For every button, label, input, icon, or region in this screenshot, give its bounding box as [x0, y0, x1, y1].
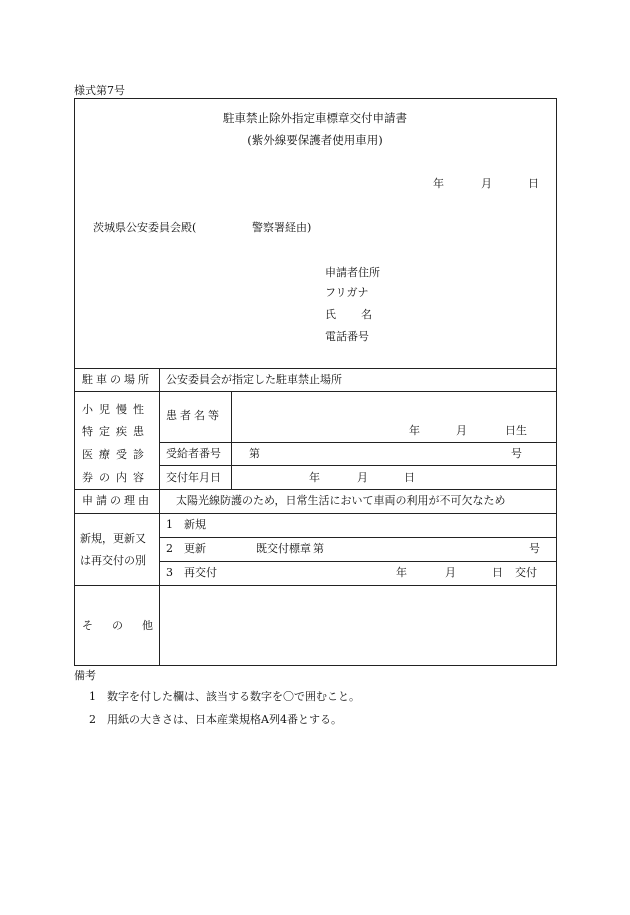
- notes-heading: 備考: [74, 669, 96, 682]
- applicant-address-label: 申請者住所: [325, 266, 380, 279]
- category-renew-suffix: 号: [529, 542, 540, 555]
- category-reissue-number: 3: [166, 566, 173, 579]
- note-1-text: 数字を付した欄は、該当する数字を〇で囲むこと。: [107, 690, 360, 703]
- date-month: 月: [481, 177, 492, 190]
- category-reissue-day: 日: [492, 566, 503, 579]
- divider-category: [74, 585, 557, 586]
- form-title: 駐車禁止除外指定車標章交付申請書: [223, 111, 407, 125]
- divider-reason: [74, 513, 557, 514]
- category-renew-detail: 既交付標章: [256, 542, 311, 555]
- date-year: 年: [433, 177, 444, 190]
- category-renew-text: 更新: [184, 542, 206, 555]
- category-label-line-1: 新規，更新又: [80, 532, 146, 545]
- parking-label: 駐車の場所: [82, 373, 152, 386]
- form-number: 様式第7号: [74, 84, 125, 97]
- category-reissue-month: 月: [445, 566, 456, 579]
- label-column-line: [159, 368, 160, 666]
- other-label: そ の 他: [82, 619, 157, 632]
- issue-date-label: 交付年月日: [166, 471, 221, 484]
- category-reissue-suffix: 交付: [515, 566, 537, 579]
- divider-certificate: [74, 489, 557, 490]
- issue-day: 日: [404, 471, 415, 484]
- category-renew-number: 2: [166, 542, 173, 555]
- birth-day: 日生: [505, 424, 527, 437]
- recipient-number-prefix: 第: [249, 447, 260, 460]
- issue-month: 月: [357, 471, 368, 484]
- divider-parking: [74, 391, 557, 392]
- recipient-number-label: 受給者番号: [166, 447, 221, 460]
- certificate-label-line-1: 小児慢性: [82, 403, 150, 416]
- category-new-text: 新規: [184, 518, 206, 531]
- birth-month: 月: [456, 424, 467, 437]
- reason-label: 申請の理由: [82, 494, 152, 507]
- note-2-text: 用紙の大きさは、日本産業規格A列4番とする。: [107, 713, 342, 726]
- applicant-name-label-2: 名: [361, 308, 372, 321]
- category-new-number: 1: [166, 518, 173, 531]
- issue-year: 年: [309, 471, 320, 484]
- divider-recipient: [159, 465, 557, 466]
- certificate-label-line-2: 特定疾患: [82, 425, 150, 438]
- form-subtitle: (紫外線要保護者使用車用): [247, 133, 383, 147]
- patient-name-label: 患者名等: [166, 409, 222, 422]
- category-label-line-2: は再交付の別: [80, 554, 146, 567]
- divider-patient: [159, 442, 557, 443]
- parking-value: 公安委員会が指定した駐車禁止場所: [166, 373, 342, 386]
- divider-header: [74, 368, 557, 369]
- applicant-name-label-1: 氏: [325, 308, 336, 321]
- certificate-label-line-4: 券の内容: [82, 471, 150, 484]
- category-reissue-year: 年: [396, 566, 407, 579]
- certificate-label-line-3: 医療受診: [82, 448, 150, 461]
- note-1-number: 1: [89, 690, 96, 703]
- reason-value: 太陽光線防護のため，日常生活において車両の利用が不可欠なため: [176, 494, 506, 507]
- addressee-prefix: 茨城県公安委員会殿(: [93, 221, 197, 234]
- applicant-furigana-label: フリガナ: [325, 286, 369, 299]
- divider-renew: [159, 561, 557, 562]
- date-day: 日: [528, 177, 539, 190]
- addressee-suffix: 警察署経由): [252, 221, 312, 234]
- recipient-number-suffix: 号: [511, 447, 522, 460]
- category-renew-prefix: 第: [313, 542, 324, 555]
- applicant-phone-label: 電話番号: [325, 330, 369, 343]
- category-reissue-text: 再交付: [184, 566, 217, 579]
- sublabel-column-line: [231, 391, 232, 489]
- birth-year: 年: [409, 424, 420, 437]
- note-2-number: 2: [89, 713, 96, 726]
- divider-new: [159, 537, 557, 538]
